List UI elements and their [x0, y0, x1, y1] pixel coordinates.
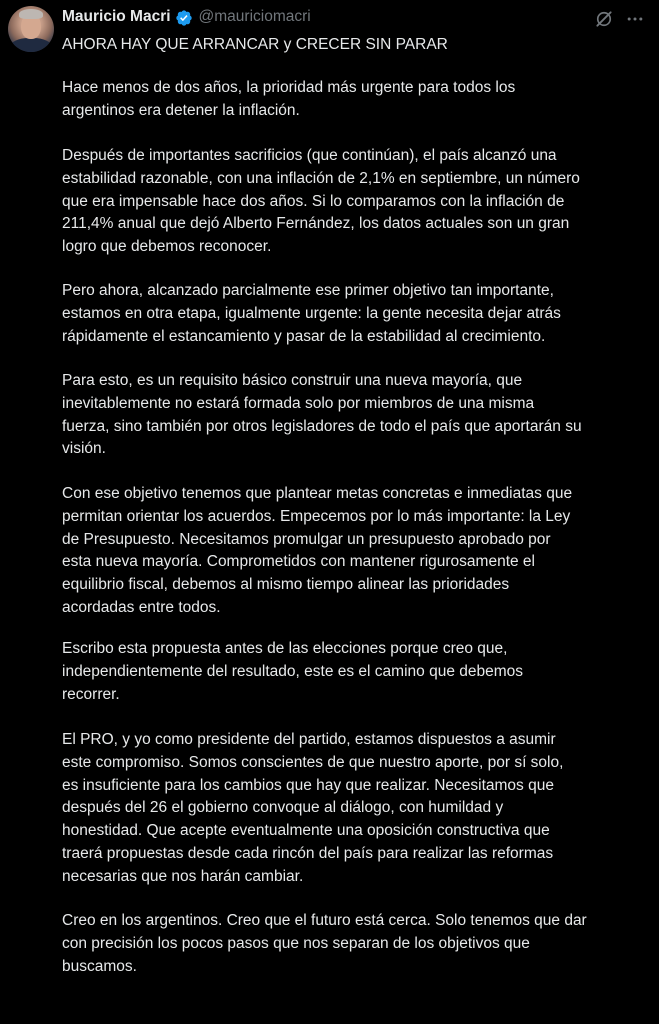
avatar-suit	[10, 38, 52, 52]
tweet-paragraph: Para esto, es un requisito básico construir una nueva mayoría, que inevitablemente no estará formada solo por miembros de una misma fuerza, sino también por otros legisladores de todo el país que aportarán su visión.	[62, 372, 582, 458]
tweet-paragraph: Escribo esta propuesta antes de las elecciones porque creo que, independientemente del resultado, este es el camino que debemos recorrer.	[62, 640, 524, 703]
tweet-paragraph: Creo en los argentinos. Creo que el futuro está cerca. Solo tenemos que dar con precisión los pocos pasos que nos separan de los objetivos que buscamos.	[62, 912, 587, 975]
tweet-title: AHORA HAY QUE ARRANCAR y CRECER SIN PARAR	[62, 36, 448, 53]
tweet-paragraph: Con ese objetivo tenemos que plantear metas concretas e inmediatas que permitan orientar los acuerdos. Empecemos por lo más importante: la Ley de Presupuesto. Necesitamos promulgar un presupuesto aprobado por esta nueva mayoría. Comprometidos con mantener rigurosamente el equilibrio fiscal, debemos al mismo tiempo alinear las prioridades acordadas entre todos.	[62, 485, 573, 616]
grok-icon[interactable]	[594, 9, 614, 29]
more-options-icon[interactable]	[624, 9, 646, 29]
tweet-paragraph: Después de importantes sacrificios (que continúan), el país alcanzó una estabilidad razonable, con una inflación de 2,1% en septiembre, un número que era impensable hace dos años. Si lo comparamos con la inflación de 211,4% anual que dejó Alberto Fernández, los datos actuales son un gran logro que debemos reconocer.	[62, 147, 580, 256]
tweet-paragraph: Hace menos de dos años, la prioridad más urgente para todos los argentinos era detener la inflación.	[62, 79, 516, 119]
verified-badge-icon	[175, 9, 193, 27]
author-name[interactable]: Mauricio Macri	[62, 8, 171, 25]
author-avatar[interactable]	[8, 6, 54, 52]
author-handle[interactable]: @mauriciomacri	[198, 8, 311, 25]
avatar-hair	[19, 9, 43, 19]
tweet-paragraph: El PRO, y yo como presidente del partido, estamos dispuestos a asumir este compromiso. Somos conscientes de que nuestro aporte, por sí solo, es insuficiente para los cambios que hay que realizar. Necesitamos que después del 26 el gobierno convoque al diálogo, con humildad y honestidad. Que acepte eventualmente una oposición constructiva que traerá propuestas desde cada rincón del país para realizar las reformas necesarias que nos harán cambiar.	[62, 731, 564, 885]
tweet-header	[62, 6, 311, 28]
tweet-paragraph: Pero ahora, alcanzado parcialmente ese primer objetivo tan importante, estamos en otra etapa, igualmente urgente: la gente necesita dejar atrás rápidamente el estancamiento y pasar de la estabilidad al crecimiento.	[62, 282, 561, 345]
